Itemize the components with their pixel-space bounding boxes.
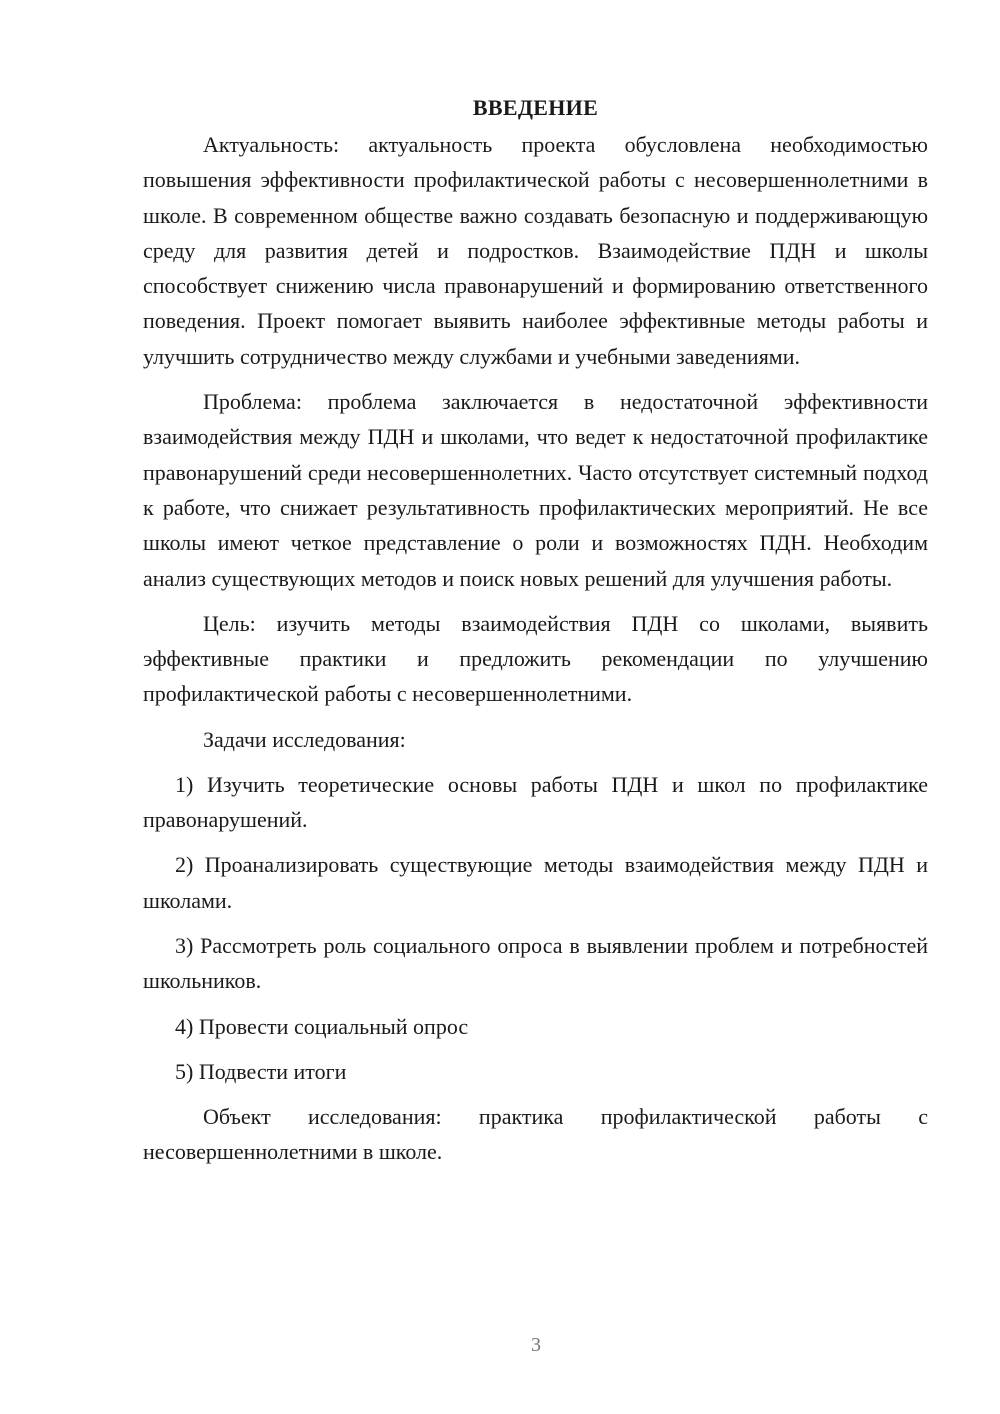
section-title: ВВЕДЕНИЕ — [472, 95, 599, 120]
paragraph-relevance: Актуальность: актуальность проекта обусловлена необходимостью повышения эффективности профилактической работы с несовершеннолетними в школе. В современном обществе важно создавать безопасную и поддерживающую среду для развития детей и подростков. Взаимодействие ПДН и школы способствует снижению числа правонарушений и формированию ответственного поведения. Проект помогает выявить наиболее эффективные методы работы и улучшить сотрудничество между службами и учебными заведениями. — [143, 132, 928, 369]
task-item-4: 4) Провести социальный опрос — [175, 1013, 469, 1039]
task-item-3: 3) Рассмотреть роль социального опроса в выявлении проблем и потребностей школьников. — [143, 932, 928, 994]
paragraph-object: Объект исследования: практика профилактической работы с несовершеннолетними в школе. — [143, 1104, 928, 1165]
task-item-5: 5) Подвести итоги — [175, 1058, 347, 1084]
paragraph-goal: Цель: изучить методы взаимодействия ПДН со школами, выявить эффективные практики и предложить рекомендации по улучшению профилактической работы с несовершеннолетними. — [143, 610, 928, 707]
task-item-1: 1) Изучить теоретические основы работы ПДН и школ по профилактике правонарушений. — [143, 771, 928, 833]
page-content — [143, 90, 928, 1180]
paragraph-problem: Проблема: проблема заключается в недостаточной эффективности взаимодействия между ПДН и школами, что ведет к недостаточной профилактике правонарушений среди несовершеннолетних. Часто отсутствует системный подход к работе, что снижает результативность профилактических мероприятий. Не все школы имеют четкое представление о роли и возможностях ПДН. Необходим анализ существующих методов и поиск новых решений для улучшения работы. — [143, 389, 928, 591]
tasks-heading: Задачи исследования: — [203, 726, 406, 752]
page-number: 3 — [531, 1334, 541, 1356]
task-item-2: 2) Проанализировать существующие методы взаимодействия между ПДН и школами. — [143, 852, 928, 913]
